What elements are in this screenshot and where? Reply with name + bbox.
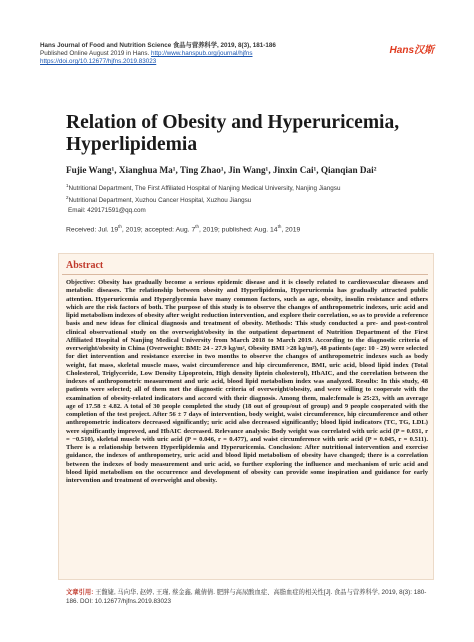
citation-text: 王馥婕, 马向华, 赵婷, 王瑾, 蔡金鑫, 戴倩倩. 肥胖与高尿酸血症、高脂血症的相关性[J]. 食品与营养科学, 2019, 8(3): 180-186. DOI: 10.12677/hjfns.2019.83023 <box>66 589 427 605</box>
citation-block <box>66 588 438 606</box>
doi-link[interactable]: https://doi.org/10.12677/hjfns.2019.83023 <box>40 58 157 66</box>
affiliation-2 <box>66 193 426 205</box>
accepted-sup: th <box>195 224 199 229</box>
author-list: Fujie Wang¹, Xianghua Ma¹, Ting Zhao¹, Jin Wang¹, Jinxin Cai¹, Qianqian Dai² <box>66 165 377 175</box>
published-year: , 2019 <box>281 226 301 234</box>
publisher-logo: Hans汉斯 <box>389 45 434 56</box>
published-date: , 2019; published: Aug. 14 <box>198 226 278 234</box>
journal-line: Hans Journal of Food and Nutrition Science 食品与营养科学, 2019, 8(3), 181-186 <box>40 42 276 49</box>
paper-title: Relation of Obesity and Hyperuricemia, Hyperlipidemia <box>66 112 400 155</box>
email-line: Email: 429171591@qq.com <box>68 206 146 214</box>
affiliation-1-text: Nutritional Department, The First Affiliated Hospital of Nanjing Medical University, Nanjing Jiangsu <box>68 185 341 193</box>
published-sup: th <box>277 224 282 229</box>
received-sup: th <box>118 224 122 229</box>
abstract-heading: Abstract <box>66 260 104 271</box>
received-date: Received: Jul. 19 <box>66 226 119 234</box>
affiliations <box>66 181 426 215</box>
journal-url-link[interactable]: http://www.hanspub.org/journal/hjfns <box>150 50 253 58</box>
abstract-body: Objective: Obesity has gradually become a serious epidemic disease and it is closely related to cardiovascular diseases and metabolic diseases. The relationship between obesity and Hyperlipidemia, Hyperuricemia has gradually attracted public attention. Hyperuricemia and Hyperglycemia have many common factors, such as age, obesity, insulin resistance and others which are the risk factors of both. The purpose of this study is to observe the changes of anthropometric indexes, uric acid and lipid metabolism indexes of obesity after weight reduction intervention, and explore their correlation, so as to provide a reference basis and new ideas for clinical diagnosis and treatment of obesity. Methods: This study conducted a pre- and post-control clinical observational study on the overweight/obesity in the outpatient department of Nutrition Department of the First Affiliated Hospital of Nanjing Medical University from March 2018 to March 2019. According to the diagnostic criteria of overweight/obesity in China (Overweight: BMI: 24 - 27.9 kg/m², Obesity BMI >28 kg/m²), 48 patients (age: 10 - 29) were selected for diet intervention and resistance exercise in two months to observe the changes of anthropometric indexes such as body weight, fat mass, skeletal muscle mass, waist circumference and hip circumference, BMI, uric acid, blood lipid index (Total Cholesterol, Triglyceride, Low Density Lipoprotein, High density liptein cholesterol), HbAIC, and the correlation between the indexes of anthropometric measurement and uric acid, blood lipid metabolism index was analyzed. Results: In this study, 48 patients were selected; all of them met the diagnostic criteria of overweight/obesity, and were willing to cooperate with the examination of obesity-related indicators and accord with their diagnosis. Among them, male:female is 25:23, with an average age of 17.58 ± 4.82. A total of 30 people completed the study (18 out of group/out of group) and 9 people cooperated with the completion of the test project. After 56 ± 7 days of intervention, body weight, waist circumference, hip circumference and other anthropometric indicators decreased significantly; uric acid also decreased significantly; blood lipid indicators (TC, TG, LDL) were significantly improved, and HbAIC decreased. Relevance analysis: Body weight was correlated with uric acid (P = 0.031, r = −0.510), skeletal muscle with uric acid (P = 0.046, r = 0.477), and waist circumference with uric acid (P = 0.045, r = 0.511). There is a relationship between Hyperlipidemia and Hyperuricemia. Conclusion: After nutritional intervention and exercise guidance, the indexes of anthropometry, uric acid and blood lipid metabolism of obesity have changed; there is a correlation between the indexes of body measurement and uric acid, so further exploring the influence and mechanism of uric acid and blood lipid metabolism on the occurrence and development of obesity can provide some inspiration and guidance for early intervention and treatment of overweight and obesity. <box>66 279 429 484</box>
affiliation-1 <box>66 181 426 193</box>
dates-line <box>66 224 426 233</box>
affiliation-2-marker: 2 <box>66 195 69 201</box>
accepted-date: , 2019; accepted: Aug. 7 <box>121 226 196 234</box>
abstract-divider <box>62 274 428 275</box>
affiliation-2-text: Nutritional Department, Xuzhou Cancer Hospital, Xuzhou Jiangsu <box>68 197 252 205</box>
published-line <box>40 50 435 58</box>
published-prefix: Published Online August 2019 in Hans. <box>40 50 150 58</box>
affiliation-1-marker: 1 <box>66 183 69 188</box>
journal-header <box>40 42 435 67</box>
doi-line <box>40 58 435 66</box>
citation-label: 文章引用: <box>66 589 94 596</box>
